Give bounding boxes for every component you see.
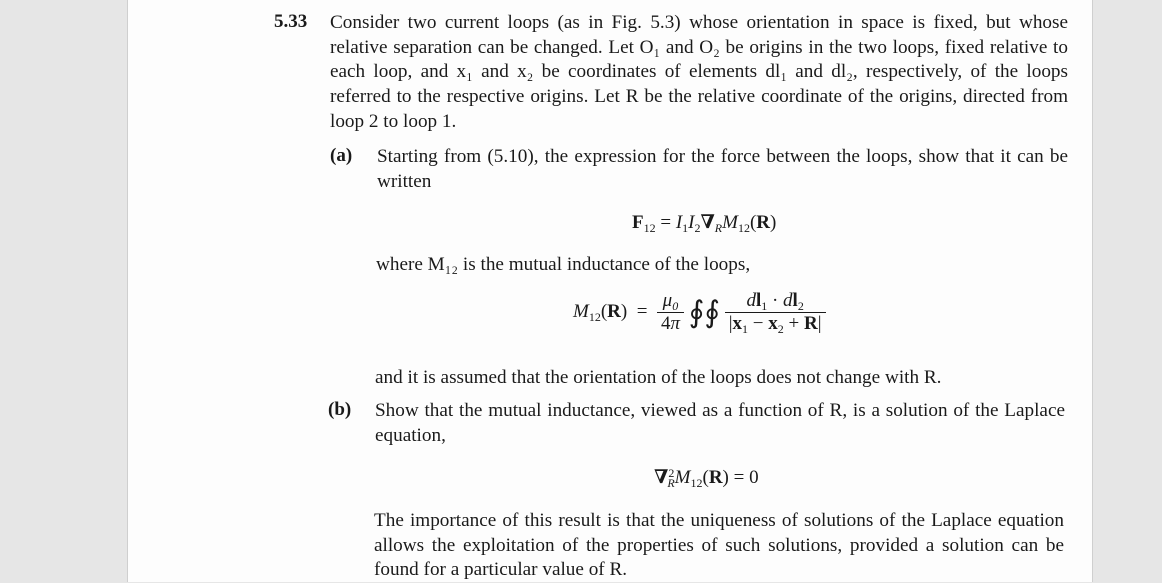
equation-force: $F_{12} = I_1I_2\nabla_RM_{12}(R)$ [632,212,777,235]
where-text: where M₁₂ is the mutual inductance of the loops, [376,254,751,275]
closing-text: The importance of this result is that the uniqueness of solutions of the Laplace equation allows the exploitation of the properties of such solutions, provided a solution can be found for a particular value of R. [374,510,1064,580]
part-b-text: Show that the mutual inductance, viewed as a function of R, is a solution of the Laplace equation, [375,400,1065,446]
part-a-label: (a) [330,145,353,166]
problem-number: 5.33 [274,11,308,32]
assumption-text: and it is assumed that the orientation of the loops does not change with R. [375,367,942,388]
part-a-text: Starting from (5.10), the expression for the force between the loops, show that it can be written [377,146,1068,192]
problem-intro: Consider two current loops (as in Fig. 5.3) whose orientation in space is fixed, but whose relative separation can be changed. Let O₁ and O₂ be origins in the two loops, fixed relative to each loop, and x₁ and x₂ be coordinates of elements dl₁ and dl₂, respectively, of the loops referred to the respective origins. Let R be the relative coordinate of the origins, directed from loop 2 to loop 1. [330,12,1068,132]
equation-laplace: $\nabla^2_RM_{12}(R) = 0$ [654,466,759,490]
equation-mutual: $M_{12}(R)$ = $\frac{\mu_0}{4\pi}$ ∮∮ $\frac{dl_1 \cdot dl_2}{|x_1 - x_2 + R|}$ [573,290,826,335]
part-b-label: (b) [328,399,352,420]
